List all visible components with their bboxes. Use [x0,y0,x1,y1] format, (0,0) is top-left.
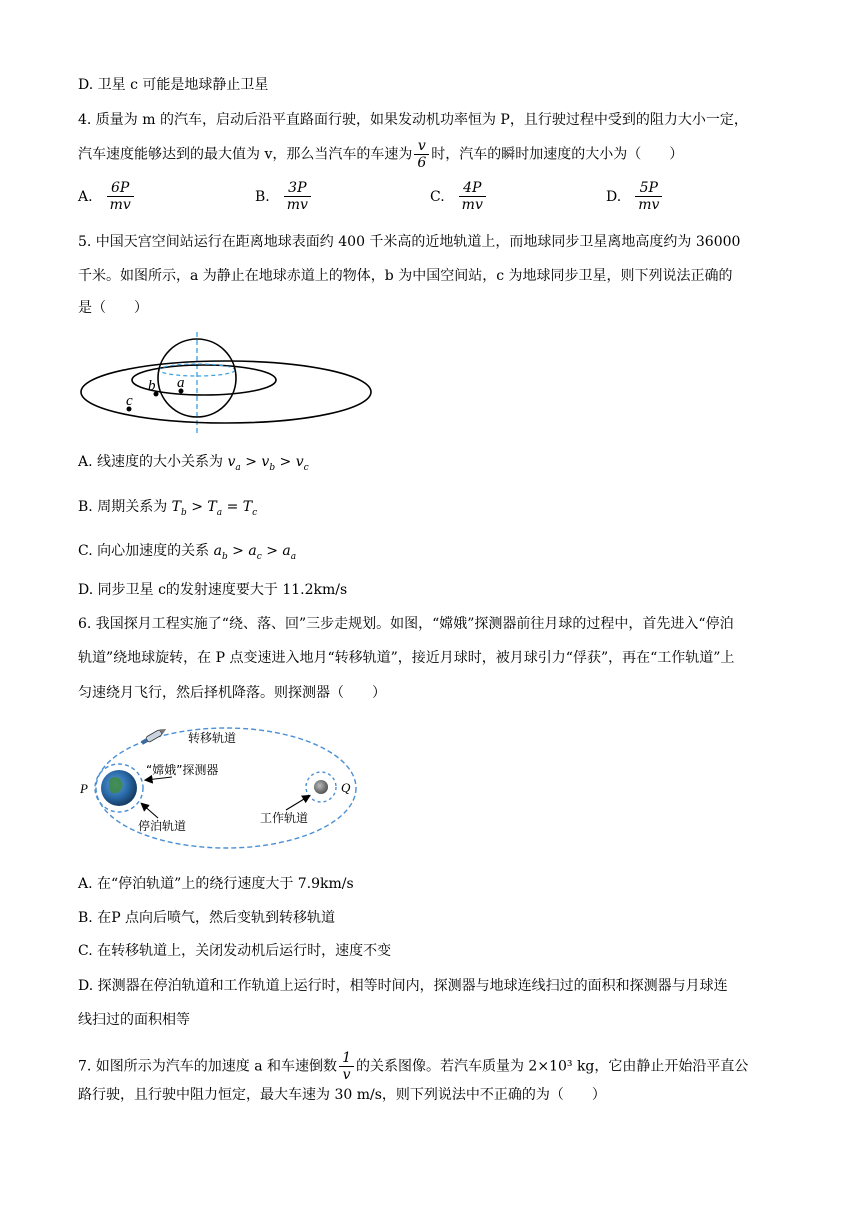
q6-arrow-working [286,796,309,810]
q7-stem-line1 [78,1050,748,1083]
q6-arrow-probe [146,777,172,780]
q4-option-b [255,180,313,213]
q4-option-d-num: 5P [635,180,662,197]
q6-label-p: P [80,781,88,796]
q7-reciprocal-fraction [339,1050,354,1083]
q5-option-c-text: C. 向心加速度的关系 [78,543,210,559]
q7-frac-num: 1 [339,1050,354,1067]
q6-option-b: B. 在P 点向后喷气，然后变轨到转移轨道 [78,910,336,926]
q5-option-b-text: B. 周期关系为 [78,499,168,515]
q5-label-b: b [148,378,156,394]
q6-transfer-diagram [76,720,366,850]
q3-option-d: D. 卫星 c 可能是地球静止卫星 [78,77,269,93]
q4-option-d-den: mv [638,197,660,213]
q5-stem-line1: 5. 中国天宫空间站运行在距离地球表面约 400 千米高的近地轨道上，而地球同步卫星离地高度约为 36000 [78,234,741,250]
q4-option-a-num: 6P [107,180,134,197]
q4-option-d [606,180,664,213]
q5-option-b-math: $T_b > T_a = T_c$ [171,499,258,518]
q7-stem-part2: 的关系图像。若汽车质量为 2×10³ kg，它由静止开始沿平直公 [355,1058,749,1075]
q5-option-c-math: $a_b > a_c > a_a$ [213,543,297,562]
q6-option-d-line2: 线扫过的面积相等 [78,1012,190,1028]
q4-option-c-den: mv [461,197,483,213]
q4-option-c [430,180,488,213]
q4-frac-num: v [414,138,429,155]
q6-label-transfer: 转移轨道 [188,731,237,745]
q7-stem-line2: 路行驶，且行驶中阻力恒定，最大车速为 30 m/s，则下列说法中不正确的为（ ） [78,1087,606,1103]
q5-label-a: a [177,375,185,391]
q6-label-working: 工作轨道 [260,811,309,825]
q4-option-a-den: mv [109,197,131,213]
q4-stem-part1: 汽车速度能够达到的最大值为 v，那么当汽车的车速为 [78,146,413,163]
q6-stem-line2: 轨道”绕地球旋转，在 P 点变速进入地月“转移轨道”，接近月球时，被月球引力“俘获”，再在“工作轨道”上 [78,650,735,666]
q4-option-c-label: C. [430,188,445,205]
q4-stem-part2: 时，汽车的瞬时加速度的大小为（ ） [431,146,684,163]
q5-label-c: c [126,393,133,409]
q5-option-a-math: $v_a > v_b > v_c$ [227,454,309,473]
q6-probe-icon [140,726,167,745]
q6-stem-line1: 6. 我国探月工程实施了“绕、落、回”三步走规划。如图，“嫦娥”探测器前往月球的过程中，首先进入“停泊 [78,616,734,632]
q7-frac-den: v [342,1067,351,1083]
q5-stem-line2: 千米。如图所示，a 为静止在地球赤道上的物体，b 为中国空间站，c 为地球同步卫星，则下列说法正确的 [78,268,733,284]
q4-option-c-num: 4P [459,180,486,197]
q5-option-d: D. 同步卫星 c的发射速度要大于 11.2km/s [78,582,348,598]
q6-option-a: A. 在“停泊轨道”上的绕行速度大于 7.9km/s [78,876,354,892]
q6-label-q: Q [341,780,351,795]
q4-speed-fraction [414,138,429,171]
q6-arrow-parking [142,804,158,818]
q4-option-b-fraction [284,180,311,213]
q4-option-d-fraction [635,180,662,213]
q6-label-probe: “嫦娥”探测器 [146,763,219,777]
q6-label-parking: 停泊轨道 [138,819,187,833]
q7-stem-part1: 7. 如图所示为汽车的加速度 a 和车速倒数 [78,1058,338,1075]
q5-orbit-diagram [76,330,376,438]
q4-option-a-label: A. [78,188,93,205]
q4-frac-den: 6 [417,155,427,171]
q4-option-a-fraction [107,180,134,213]
q4-option-d-label: D. [606,188,622,205]
q5-option-a-text: A. 线速度的大小关系为 [78,454,224,470]
q5-orbit-c [81,361,371,423]
q6-option-d-line1: D. 探测器在停泊轨道和工作轨道上运行时，相等时间内，探测器与地球连线扫过的面积和探测器与月球连 [78,978,728,994]
q4-option-b-num: 3P [284,180,311,197]
q4-option-c-fraction [459,180,486,213]
q5-option-a [78,452,309,478]
q5-option-b [78,497,257,523]
q6-option-c: C. 在转移轨道上，关闭发动机后运行时，速度不变 [78,943,392,959]
q4-option-b-den: mv [286,197,308,213]
q6-stem-line3: 匀速绕月飞行，然后择机降落。则探测器（ ） [78,685,386,701]
q5-stem-line3: 是（ ） [78,300,148,316]
q4-stem-line1: 4. 质量为 m 的汽车，启动后沿平直路面行驶，如果发动机功率恒为 P，且行驶过程中受到的阻力大小一定， [78,112,748,128]
q5-option-c [78,541,296,567]
q4-option-b-label: B. [255,188,270,205]
q4-stem-line2 [78,138,683,171]
q6-moon [314,780,328,794]
q4-option-a [78,180,136,213]
